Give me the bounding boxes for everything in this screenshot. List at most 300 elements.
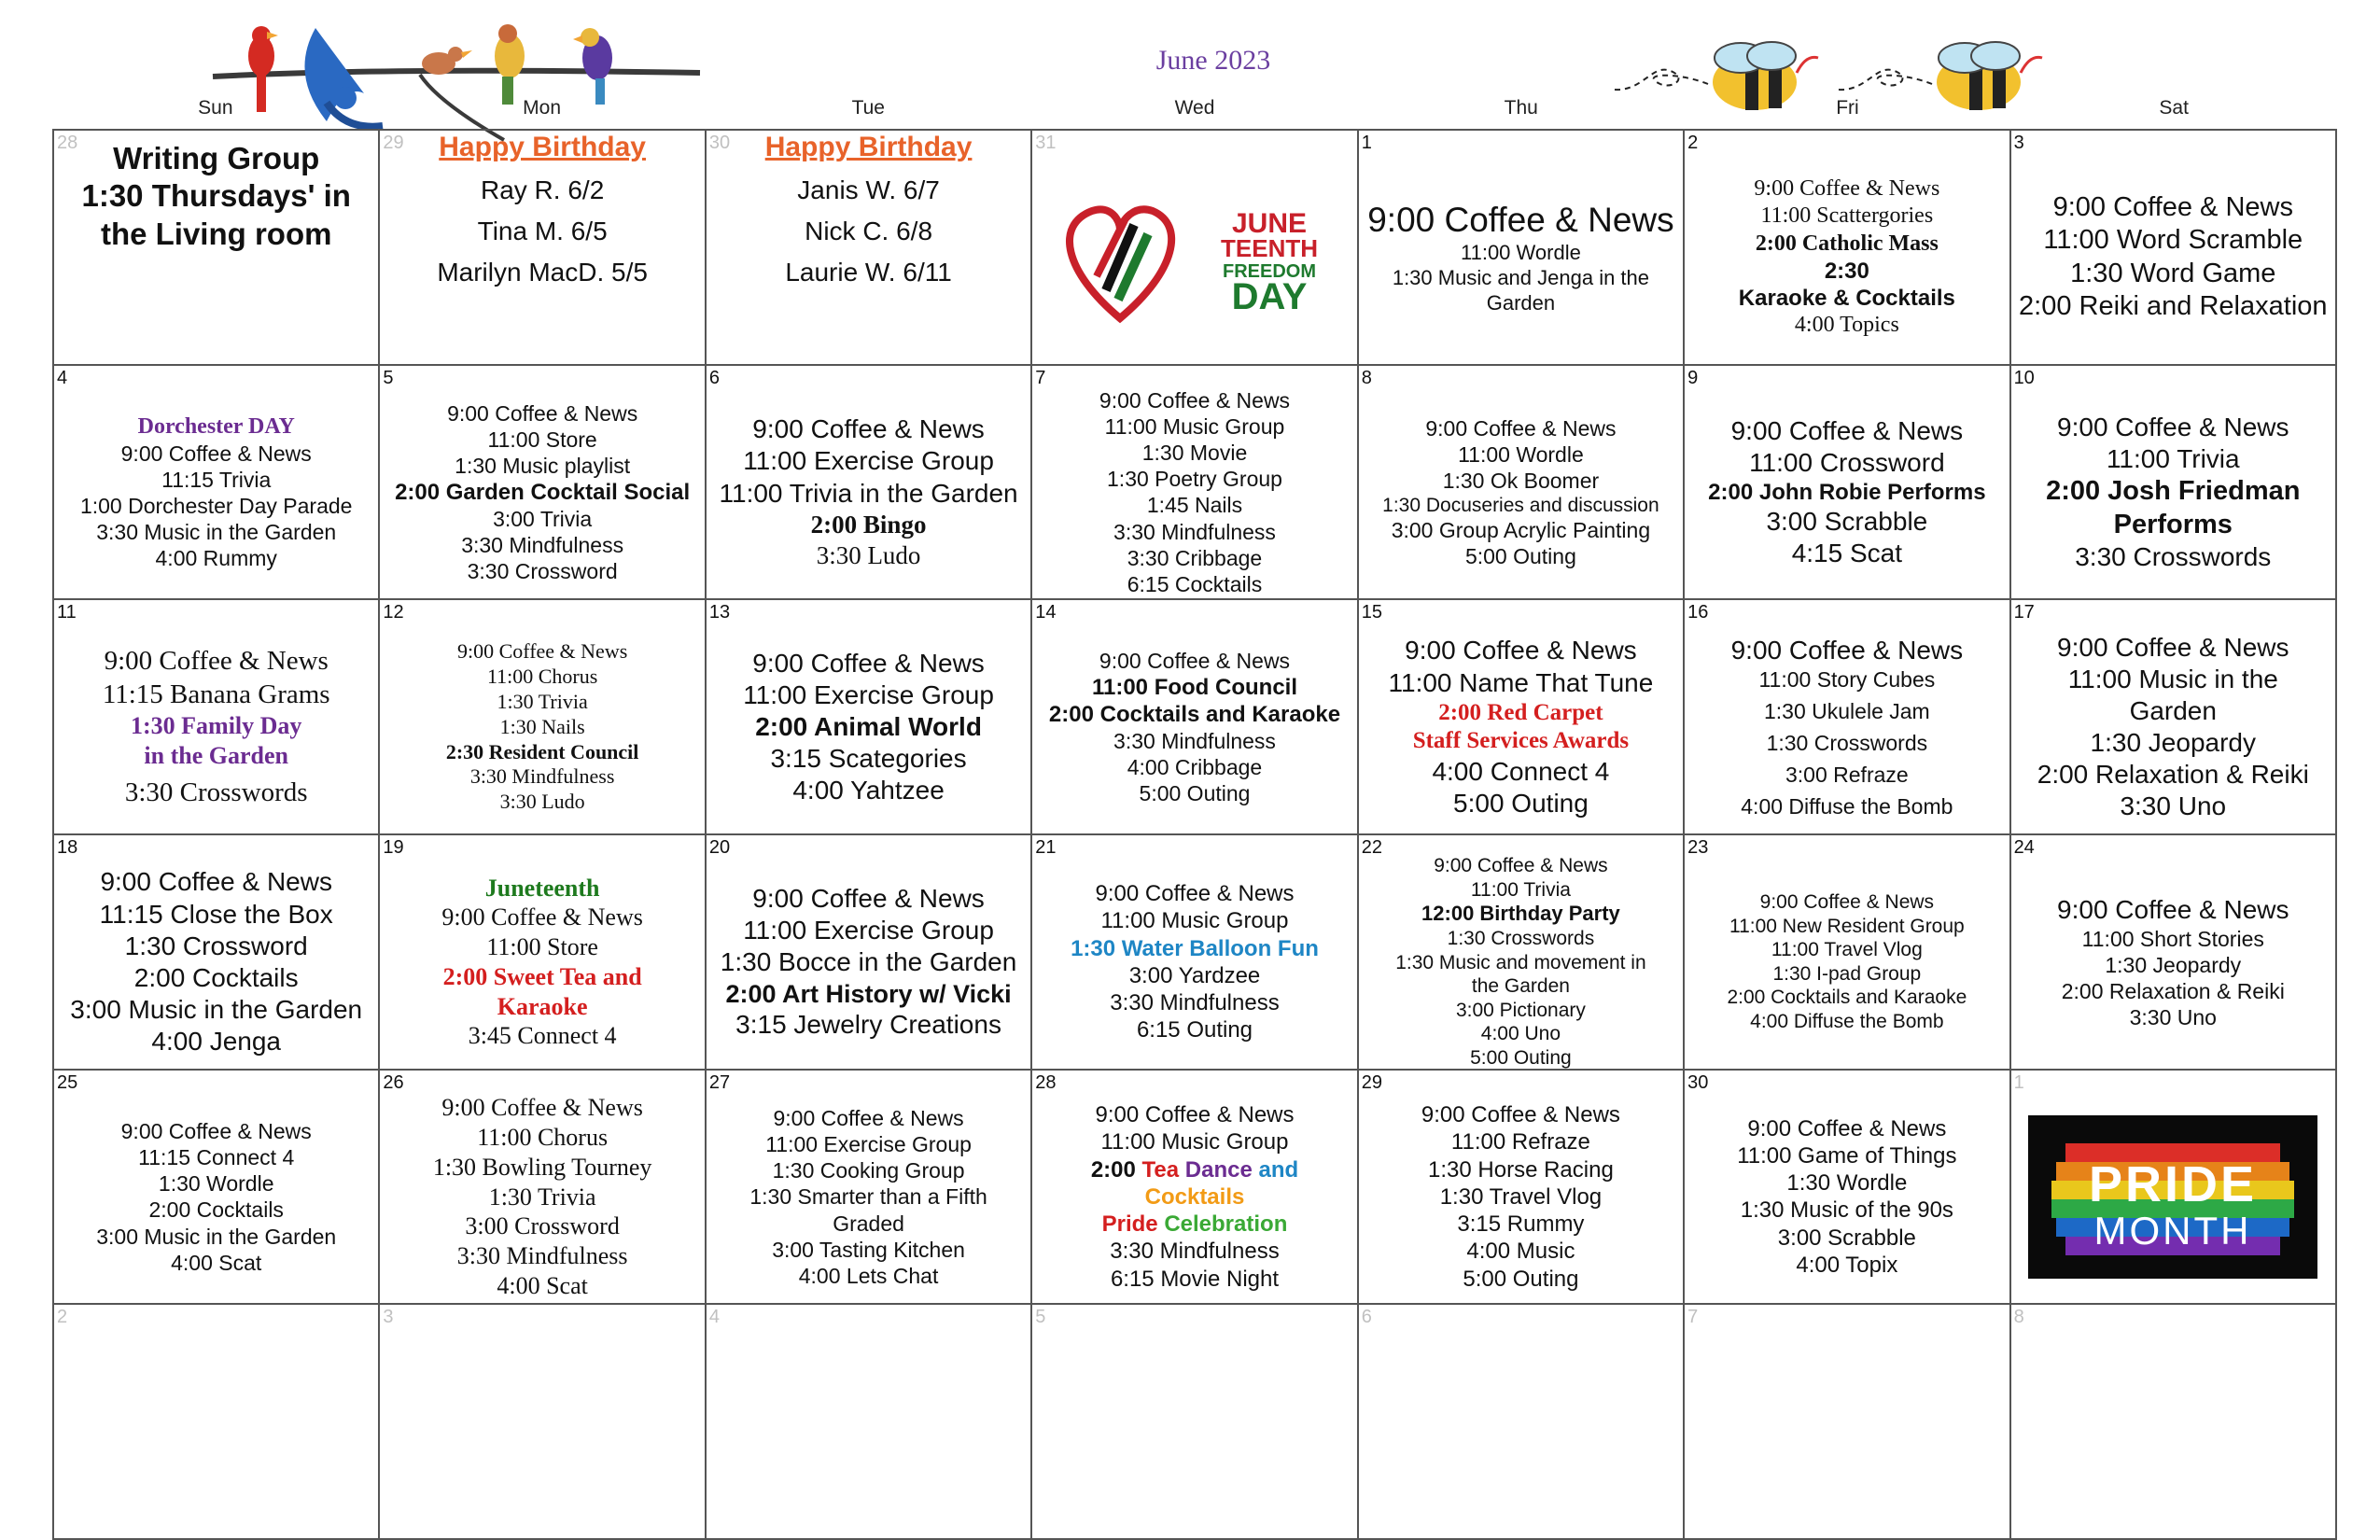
event-item: 3:30 Mindfulness (1113, 729, 1276, 754)
event-item: 11:00 Exercise Group (743, 446, 994, 476)
calendar-day-cell (707, 1071, 1032, 1306)
event-item: Garden (2129, 696, 2217, 725)
event-list (1034, 386, 1354, 599)
event-list (382, 621, 702, 833)
event-item (1091, 1156, 1298, 1183)
event-item: 3:30 Uno (2129, 1004, 2217, 1029)
weekday-thu: Thu (1504, 97, 1538, 119)
event-item: Happy Birthday (439, 132, 646, 162)
event-list (56, 386, 376, 599)
event-item: 3:30 Crosswords (124, 777, 308, 807)
event-item: 2:00 Red Carpet (1438, 699, 1603, 725)
event-item: 1:30 Cooking Group (772, 1158, 965, 1183)
event-item: 1:30 Family Day (131, 712, 302, 740)
event-list (708, 131, 1029, 364)
juneteenth-logo-text: TEENTH (1220, 233, 1318, 262)
event-item: 4:00 Cribbage (1127, 755, 1263, 780)
event-item: 11:00 Store (487, 427, 597, 452)
event-item: 9:00 Coffee & News (1759, 891, 1935, 913)
event-item: 9:00 Coffee & News (1434, 854, 1608, 876)
calendar-day-cell (380, 131, 706, 366)
day-number: 28 (1035, 1071, 1057, 1093)
event-item: 2:00 Josh Friedman (2046, 476, 2301, 507)
calendar-day-cell (1359, 835, 1685, 1071)
event-item: 9:00 Coffee & News (104, 646, 329, 677)
calendar-day-cell (1359, 1071, 1685, 1306)
event-item: 5:00 Outing (1464, 544, 1576, 569)
event-item: Juneteenth (484, 874, 600, 902)
event-item: 3:30 Mindfulness (456, 1242, 628, 1270)
event-list (1034, 1325, 1354, 1538)
juneteenth-logo-text: FREEDOM (1222, 260, 1316, 282)
event-item: 11:00 Travel Vlog (1771, 939, 1923, 961)
juneteenth-logo-text: DAY (1231, 275, 1308, 317)
day-number: 7 (1035, 367, 1046, 388)
event-item: 3:00 Yardzee (1128, 962, 1261, 988)
event-item: Nick C. 6/8 (805, 216, 933, 245)
event-item: 4:00 Topics (1794, 313, 1899, 338)
event-text-segment: and (1258, 1156, 1299, 1183)
event-item: 2:00 Bingo (810, 510, 927, 539)
event-item: 11:00 Music Group (1100, 1129, 1289, 1155)
event-item: 3:00 Music in the Garden (70, 994, 363, 1024)
day-number: 19 (383, 837, 404, 858)
event-item: 9:00 Coffee & News (1730, 635, 1964, 665)
event-item: 4:00 Topix (1796, 1253, 1898, 1279)
event-item: 3:00 Scrabble (1777, 1225, 1916, 1251)
event-item: 11:00 Wordle (1458, 441, 1584, 467)
event-item: 11:00 Food Council (1091, 674, 1297, 700)
event-item: 1:45 Nails (1146, 493, 1243, 518)
calendar-day-cell (54, 366, 380, 601)
event-list (1361, 1091, 1681, 1304)
calendar-day-cell (2011, 1305, 2337, 1540)
event-item: 1:30 Ukulele Jam (1764, 699, 1930, 724)
event-item: 9:00 Coffee & News (2057, 894, 2289, 924)
calendar-day-cell (2011, 600, 2337, 835)
event-item: 3:45 Connect 4 (468, 1022, 617, 1050)
event-item: the Garden (1471, 975, 1570, 998)
event-list (2013, 1091, 2333, 1304)
event-item: 9:00 Coffee & News (441, 903, 643, 931)
event-item: 9:00 Coffee & News (120, 441, 312, 466)
event-item: 4:00 Diffuse the Bomb (1741, 794, 1953, 819)
calendar-day-cell (1032, 1071, 1358, 1306)
day-number: 29 (383, 133, 404, 153)
event-item: 2:00 Relaxation & Reiki (2037, 760, 2309, 790)
event-item: 6:15 Outing (1136, 1017, 1253, 1043)
event-item: 1:30 Music and Jenga in the (1392, 265, 1650, 289)
weekday-sat: Sat (2159, 97, 2189, 119)
event-list (2013, 386, 2333, 599)
day-number: 1 (2013, 1071, 2024, 1093)
event-list (56, 1325, 376, 1538)
event-item: 11:15 Connect 4 (138, 1145, 295, 1170)
day-number: 16 (1687, 602, 1709, 623)
page-title: June 2023 (1155, 45, 1271, 76)
event-item: 1:30 Jeopardy (2105, 952, 2242, 977)
event-item: 11:00 Music Group (1100, 908, 1289, 934)
event-item: 4:00 Music (1466, 1239, 1575, 1265)
event-item: 1:30 I-pad Group (1772, 962, 1922, 985)
event-item: 3:15 Rummy (1457, 1211, 1585, 1238)
event-item: 4:00 Yahtzee (792, 776, 945, 805)
calendar-day-cell (380, 835, 706, 1071)
calendar-day-cell (1032, 835, 1358, 1071)
event-item: 2:00 Cocktails (148, 1197, 284, 1223)
event-item: 4:00 Scat (171, 1250, 262, 1275)
event-item: 1:30 Smarter than a Fifth (749, 1184, 987, 1210)
calendar-day-cell (1032, 131, 1358, 366)
calendar-day-cell (380, 1305, 706, 1540)
event-item: 9:00 Coffee & News (120, 1119, 312, 1144)
event-item: 6:15 Cocktails (1127, 571, 1263, 596)
event-item: 1:30 Music playlist (455, 453, 631, 478)
calendar-day-cell (1032, 600, 1358, 835)
event-item: 9:00 Coffee & News (1425, 415, 1617, 441)
event-item: 11:00 Music in the (2067, 664, 2278, 693)
calendar-day-cell (1359, 131, 1685, 366)
event-item: 9:00 Coffee & News (1747, 1115, 1947, 1141)
event-list (382, 386, 702, 599)
event-item: 11:00 Trivia (2106, 444, 2240, 474)
day-number: 30 (708, 133, 731, 153)
event-item: 1:30 Movie (1141, 441, 1248, 466)
event-item: 3:00 Trivia (493, 507, 593, 532)
event-item: 3:15 Scategories (770, 744, 967, 774)
day-number: 12 (383, 602, 404, 623)
event-item: 1:30 Jeopardy (2090, 728, 2256, 758)
event-item: 2:30 Resident Council (445, 739, 639, 763)
event-item: 3:30 Music in the Garden (96, 520, 337, 545)
event-item: 4:00 Diffuse the Bomb (1750, 1011, 1944, 1033)
day-number: 22 (1361, 837, 1382, 858)
event-list (56, 856, 376, 1069)
event-item: 1:30 Poetry Group (1107, 467, 1282, 492)
calendar-day-cell (1359, 366, 1685, 601)
weekday-tue: Tue (851, 97, 885, 119)
event-item: 2:00 John Robie Performs (1708, 479, 1986, 505)
event-item: 2:00 Cocktails (133, 962, 299, 992)
event-list (1361, 621, 1681, 833)
calendar-day-cell (1685, 600, 2010, 835)
event-list (382, 856, 702, 1069)
event-item: 11:00 Word Scramble (2043, 225, 2303, 256)
calendar-day-cell (1685, 131, 2010, 366)
weekday-wed: Wed (1174, 97, 1215, 119)
event-item: 2:00 Reiki and Relaxation (2019, 291, 2328, 322)
event-list (2013, 151, 2333, 364)
event-item: 3:00 Pictionary (1455, 999, 1586, 1021)
day-number: 21 (1035, 837, 1057, 858)
calendar-day-cell (1685, 1071, 2010, 1306)
day-number: 17 (2013, 602, 2035, 623)
event-item: 11:00 Store (486, 933, 598, 961)
event-item: Marilyn MacD. 5/5 (437, 257, 648, 287)
calendar-day-cell (1032, 366, 1358, 601)
day-number: 24 (2013, 837, 2035, 858)
event-item: 3:00 Scrabble (1766, 507, 1928, 537)
event-item: 9:00 Coffee & News (2057, 632, 2289, 662)
event-item: 9:00 Coffee & News (1421, 1102, 1620, 1128)
day-number: 7 (1687, 1307, 1699, 1328)
event-list (708, 386, 1029, 599)
event-item: 3:15 Jewelry Creations (735, 1010, 1001, 1040)
event-text-segment: 2:00 (1090, 1156, 1142, 1183)
event-item: in the Garden (144, 741, 288, 769)
event-item: 9:00 Coffee & News (2052, 192, 2293, 223)
day-number: 2 (1687, 133, 1699, 153)
weekday-fri: Fri (1836, 97, 1859, 119)
calendar-day-cell (1359, 1305, 1685, 1540)
event-item: 9:00 Coffee & News (1367, 201, 1674, 240)
calendar-day-cell (54, 1305, 380, 1540)
day-number: 4 (708, 1307, 720, 1328)
event-item: Karaoke (497, 992, 588, 1020)
event-item: 3:30 Mindfulness (1110, 1239, 1280, 1265)
event-item: 3:30 Mindfulness (469, 764, 615, 789)
event-list (56, 1091, 376, 1304)
event-item: 1:30 Music of the 90s (1740, 1197, 1953, 1224)
event-item: 4:00 Jenga (151, 1027, 281, 1057)
event-item: Laurie W. 6/11 (785, 257, 952, 287)
weekday-mon: Mon (523, 97, 561, 119)
event-list (2013, 856, 2333, 1069)
event-item: 9:00 Coffee & News (441, 1094, 643, 1122)
calendar-day-cell (707, 366, 1032, 601)
event-item: 5:00 Outing (1139, 781, 1251, 806)
event-item: 4:00 Connect 4 (1432, 756, 1610, 786)
day-number: 29 (1361, 1071, 1382, 1093)
event-item: 5:00 Outing (1463, 1266, 1579, 1292)
event-item: 2:00 Relaxation & Reiki (2061, 978, 2285, 1003)
event-item: 2:00 Garden Cocktail Social (395, 479, 691, 505)
event-item: 1:30 Word Game (2070, 258, 2276, 288)
event-item: 11:00 Exercise Group (743, 679, 994, 709)
event-item: 1:30 Travel Vlog (1439, 1183, 1603, 1210)
event-item: 12:00 Birthday Party (1421, 902, 1620, 926)
event-item: 3:30 Crossword (467, 559, 618, 584)
event-list (708, 1325, 1029, 1538)
event-item: 11:15 Close the Box (99, 899, 333, 929)
event-item: 3:30 Crosswords (2075, 541, 2272, 571)
event-item (1102, 1211, 1288, 1238)
event-list (708, 856, 1029, 1069)
day-number: 2 (57, 1307, 68, 1328)
event-item: 5:00 Outing (1453, 788, 1589, 818)
event-list (1034, 856, 1354, 1069)
event-item: Performs (2113, 509, 2233, 539)
event-item: 1:30 Music and movement in (1395, 951, 1646, 973)
event-list (708, 1091, 1029, 1304)
calendar-day-cell (380, 1071, 706, 1306)
calendar-day-cell (707, 131, 1032, 366)
event-list (1361, 1325, 1681, 1538)
calendar-grid (52, 129, 2337, 1540)
juneteenth-logo (1055, 178, 1335, 337)
calendar-day-cell (380, 600, 706, 835)
event-item: 9:00 Coffee & News (1095, 881, 1295, 907)
event-text-segment: Tea (1141, 1156, 1185, 1183)
day-number: 9 (1687, 367, 1699, 388)
event-item: 1:30 Thursdays' in (81, 178, 351, 214)
event-item: 1:30 Trivia (488, 1183, 596, 1211)
event-item: 11:00 Trivia (1470, 878, 1571, 901)
event-item: 3:30 Uno (2120, 791, 2227, 821)
calendar-day-cell (1685, 366, 2010, 601)
event-text-segment: Celebration (1164, 1211, 1288, 1238)
event-item: 1:30 Nails (499, 714, 585, 738)
event-item: 11:00 Trivia in the Garden (719, 478, 1018, 508)
event-item: 11:00 Chorus (477, 1124, 609, 1152)
calendar-day-cell (1032, 1305, 1358, 1540)
event-item: 6:15 Movie Night (1110, 1266, 1280, 1292)
event-item: 1:30 Water Balloon Fun (1071, 935, 1319, 961)
event-item: 4:00 Rummy (155, 546, 277, 571)
event-item: Dorchester DAY (137, 413, 295, 439)
event-item: 3:30 Ludo (816, 540, 921, 569)
event-item: 9:00 Coffee & News (100, 867, 332, 897)
day-number: 18 (57, 837, 78, 858)
event-item: 1:30 Bocce in the Garden (720, 947, 1017, 977)
event-list (1034, 621, 1354, 833)
calendar-day-cell (2011, 835, 2337, 1071)
event-list (1687, 621, 2007, 833)
event-item: 2:00 Catholic Mass (1755, 231, 1939, 256)
event-item: Graded (833, 1211, 904, 1236)
calendar-day-cell (1359, 600, 1685, 835)
event-item: 9:00 Coffee & News (1095, 1102, 1295, 1128)
event-item: 1:30 Crosswords (1447, 928, 1595, 950)
calendar-day-cell (54, 1071, 380, 1306)
event-item: the Living room (100, 216, 332, 251)
event-item: 3:30 Mindfulness (1113, 519, 1276, 544)
calendar-day-cell (2011, 1071, 2337, 1306)
calendar-day-cell (380, 366, 706, 601)
event-item: 11:00 Chorus (486, 665, 598, 689)
day-number: 14 (1035, 602, 1057, 623)
event-item: 9:00 Coffee & News (773, 1106, 964, 1131)
event-item: 11:00 Short Stories (2081, 926, 2264, 951)
event-item: 1:30 Wordle (1786, 1170, 1908, 1197)
day-number: 5 (1035, 1307, 1046, 1328)
event-item: 2:30 (1824, 258, 1869, 284)
event-item: 11:00 Name That Tune (1388, 667, 1654, 697)
event-list (1034, 151, 1354, 364)
event-item: 3:00 Group Acrylic Painting (1391, 518, 1651, 543)
event-item: 9:00 Coffee & News (1099, 388, 1291, 413)
event-item: 1:30 Crosswords (1766, 731, 1928, 756)
day-number: 3 (2013, 133, 2024, 153)
event-item: 11:15 Banana Grams (102, 679, 330, 709)
event-item: 9:00 Coffee & News (2057, 412, 2289, 441)
calendar-day-cell (2011, 366, 2337, 601)
event-item: 11:00 Refraze (1450, 1129, 1590, 1155)
event-item: 3:00 Crossword (465, 1212, 620, 1240)
event-item: 1:00 Dorchester Day Parade (79, 494, 353, 519)
day-number: 30 (1687, 1071, 1709, 1093)
calendar-day-cell (1685, 835, 2010, 1071)
event-item: 11:00 Scattergories (1760, 203, 1934, 229)
weekday-header-row (52, 97, 2337, 127)
event-item: 2:00 Sweet Tea and (442, 962, 642, 990)
day-number: 4 (57, 367, 68, 388)
event-list (2013, 1325, 2333, 1538)
day-number: 13 (708, 602, 731, 623)
calendar-day-cell (707, 600, 1032, 835)
event-item: Ray R. 6/2 (480, 175, 605, 204)
day-number: 3 (383, 1307, 394, 1328)
day-number: 8 (1361, 367, 1372, 388)
event-list (1687, 856, 2007, 1069)
juneteenth-logo-text: JUNE (1231, 207, 1307, 239)
weekday-sun: Sun (198, 97, 233, 119)
event-item: Tina M. 6/5 (477, 216, 608, 245)
event-item: 11:00 Exercise Group (765, 1132, 972, 1157)
event-text-segment: Pride (1101, 1211, 1165, 1238)
event-item: 1:30 Crossword (124, 931, 308, 960)
event-item: 2:00 Cocktails and Karaoke (1048, 702, 1341, 728)
day-number: 5 (383, 367, 394, 388)
event-item: 11:00 Crossword (1749, 447, 1945, 477)
event-list (382, 131, 702, 364)
event-list (382, 1091, 702, 1304)
event-text-segment: Dance (1184, 1156, 1259, 1183)
event-item: 1:30 Docuseries and discussion (1382, 494, 1659, 516)
event-item: 3:00 Tasting Kitchen (772, 1237, 965, 1262)
event-item: 4:00 Lets Chat (798, 1263, 939, 1288)
event-list (382, 1325, 702, 1538)
event-item: Happy Birthday (764, 132, 973, 162)
event-item: 1:30 Bowling Tourney (432, 1153, 652, 1181)
calendar-day-cell (1685, 1305, 2010, 1540)
event-item: 3:00 Refraze (1785, 763, 1909, 788)
day-number: 25 (57, 1071, 78, 1093)
event-item: 1:30 Ok Boomer (1442, 468, 1600, 493)
event-item: 9:00 Coffee & News (1754, 176, 1940, 202)
day-number: 23 (1687, 837, 1709, 858)
day-number: 15 (1361, 602, 1382, 623)
event-item: 11:00 Game of Things (1737, 1142, 1957, 1169)
day-number: 27 (708, 1071, 731, 1093)
pride-logo-text: MONTH (2093, 1208, 2252, 1253)
calendar-day-cell (54, 600, 380, 835)
event-item: 4:00 Uno (1480, 1023, 1561, 1045)
event-item: Janis W. 6/7 (797, 175, 940, 204)
event-item: 3:30 Mindfulness (1110, 990, 1280, 1016)
calendar-day-cell (707, 1305, 1032, 1540)
day-number: 31 (1035, 133, 1057, 153)
day-number: 10 (2013, 367, 2035, 388)
calendar-day-cell (54, 835, 380, 1071)
event-item: 1:30 Horse Racing (1428, 1156, 1614, 1183)
event-item: 9:00 Coffee & News (456, 639, 628, 664)
event-list (1687, 151, 2007, 364)
event-item: 1:30 Wordle (158, 1171, 274, 1197)
day-number: 11 (57, 602, 77, 623)
event-list (1687, 386, 2007, 599)
calendar-day-cell (2011, 131, 2337, 366)
event-list (2013, 621, 2333, 833)
event-list (1361, 856, 1681, 1069)
calendar-day-cell (707, 835, 1032, 1071)
event-item: 2:00 Cocktails and Karaoke (1727, 987, 1967, 1009)
event-item: Writing Group (113, 141, 320, 175)
event-item: Garden (1486, 290, 1556, 315)
event-item: 9:00 Coffee & News (752, 648, 985, 678)
pride-logo-text: PRIDE (2089, 1155, 2258, 1212)
event-item: 11:00 Wordle (1461, 241, 1581, 265)
